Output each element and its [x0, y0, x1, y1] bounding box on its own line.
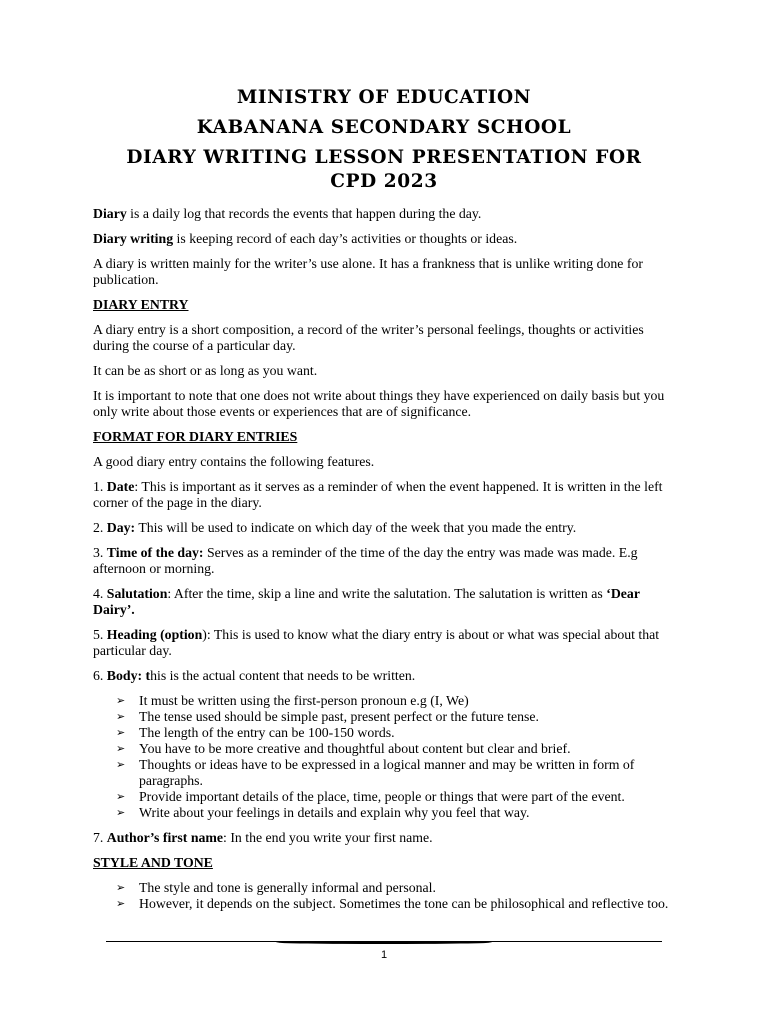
- bullet-text: Provide important details of the place, time, people or things that were part of the event.: [139, 789, 625, 804]
- item-text: Serves as a reminder of the time of the day the entry was made was made. E.g afternoon or morning.: [93, 545, 638, 576]
- arrow-bullet-icon: ➢: [116, 898, 126, 910]
- item-number: 5.: [93, 627, 107, 642]
- diary-writing-term: Diary writing: [93, 231, 174, 246]
- diary-entry-paragraph-3: It is important to note that one does not write about things they have experienced on daily basis but you only write about those events or experiences that are of significance.: [93, 388, 665, 419]
- ministry-title: MINISTRY OF EDUCATION: [236, 87, 532, 108]
- diary-definition: [93, 206, 669, 222]
- item-term: Day:: [106, 520, 136, 535]
- arrow-bullet-icon: ➢: [116, 727, 126, 739]
- item-number: 6.: [93, 668, 107, 683]
- bullet-text: The tense used should be simple past, present perfect or the future tense.: [139, 709, 539, 724]
- arrow-bullet-icon: ➢: [116, 711, 126, 723]
- arrow-bullet-icon: ➢: [116, 759, 126, 771]
- item-number: 3.: [93, 545, 107, 560]
- bullet-text: However, it depends on the subject. Sometimes the tone can be philosophical and reflective too.: [139, 896, 669, 911]
- item-term: Heading (option: [106, 627, 203, 642]
- format-item-salutation: [93, 586, 669, 618]
- arrow-bullet-icon: ➢: [116, 807, 126, 819]
- arrow-bullet-icon: ➢: [116, 791, 126, 803]
- format-item-heading: [93, 627, 669, 659]
- list-item: [116, 709, 669, 725]
- list-item: [116, 805, 669, 821]
- item-number: 4.: [93, 586, 107, 601]
- document-header: [80, 86, 688, 200]
- diary-entry-paragraph-2: It can be as short or as long as you want.: [93, 363, 318, 378]
- diary-entry-paragraph-1: A diary entry is a short composition, a record of the writer’s personal feelings, thoughts or activities during the course of a particular day.: [93, 322, 644, 353]
- style-tone-heading: STYLE AND TONE: [93, 855, 213, 870]
- footer-divider: [106, 941, 662, 944]
- list-item: [116, 789, 669, 805]
- format-intro: A good diary entry contains the following features.: [93, 454, 375, 469]
- list-item: [116, 693, 669, 709]
- item-number: 1.: [93, 479, 107, 494]
- item-text: : In the end you write your first name.: [223, 830, 433, 845]
- item-text: : This is important as it serves as a reminder of when the event happened. It is written in the left corner of the page in the diary.: [93, 479, 663, 510]
- format-item-author: [93, 830, 669, 846]
- bullet-text: The style and tone is generally informal and personal.: [139, 880, 436, 895]
- item-text: : After the time, skip a line and write the salutation. The salutation is written as: [167, 586, 607, 601]
- school-title: KABANANA SECONDARY SCHOOL: [196, 117, 572, 138]
- bullet-text: You have to be more creative and thoughtful about content but clear and brief.: [139, 741, 571, 756]
- item-term: Salutation: [106, 586, 168, 601]
- arrow-bullet-icon: ➢: [116, 743, 126, 755]
- diary-writing-def-text: is keeping record of each day’s activities or thoughts or ideas.: [173, 231, 518, 246]
- body-bullet-list: [93, 693, 669, 821]
- list-item: [116, 880, 669, 896]
- format-item-day: [93, 520, 669, 536]
- salutation-example: ‘Dear Dairy’.: [93, 586, 640, 617]
- item-number: 7.: [93, 830, 107, 845]
- item-text: his is the actual content that needs to be written.: [150, 668, 416, 683]
- item-text: ): This is used to know what the diary entry is about or what was special about that particular day.: [93, 627, 660, 658]
- document-body: [93, 206, 669, 921]
- bullet-text: Write about your feelings in details and explain why you feel that way.: [139, 805, 530, 820]
- lesson-title-line2: CPD 2023: [330, 171, 438, 192]
- list-item: [116, 757, 669, 789]
- lesson-title-line1: DIARY WRITING LESSON PRESENTATION FOR: [126, 147, 642, 168]
- diary-entry-heading: DIARY ENTRY: [93, 297, 189, 312]
- item-term: Time of the day:: [106, 545, 204, 560]
- item-number: 2.: [93, 520, 107, 535]
- diary-def-text: is a daily log that records the events that happen during the day.: [126, 206, 482, 221]
- format-item-date: [93, 479, 669, 511]
- arrow-bullet-icon: ➢: [116, 695, 126, 707]
- arrow-bullet-icon: ➢: [116, 882, 126, 894]
- page-number: 1: [380, 949, 388, 961]
- diary-writing-definition: [93, 231, 669, 247]
- format-item-body: [93, 668, 669, 684]
- diary-purpose-paragraph: A diary is written mainly for the writer’s use alone. It has a frankness that is unlike writing done for publication.: [93, 256, 643, 287]
- style-bullet-list: [93, 880, 669, 912]
- bullet-text: The length of the entry can be 100-150 words.: [139, 725, 395, 740]
- list-item: [116, 896, 669, 912]
- format-item-time: [93, 545, 669, 577]
- bullet-text: Thoughts or ideas have to be expressed in a logical manner and may be written in form of paragraphs.: [139, 757, 635, 788]
- item-term: Body: t: [106, 668, 151, 683]
- item-term: Date: [106, 479, 135, 494]
- list-item: [116, 725, 669, 741]
- list-item: [116, 741, 669, 757]
- item-text: This will be used to indicate on which day of the week that you made the entry.: [135, 520, 577, 535]
- format-heading: FORMAT FOR DIARY ENTRIES: [93, 429, 298, 444]
- item-term: Author’s first name: [106, 830, 224, 845]
- diary-term: Diary: [93, 206, 127, 221]
- bullet-text: It must be written using the first-person pronoun e.g (I, We): [139, 693, 469, 708]
